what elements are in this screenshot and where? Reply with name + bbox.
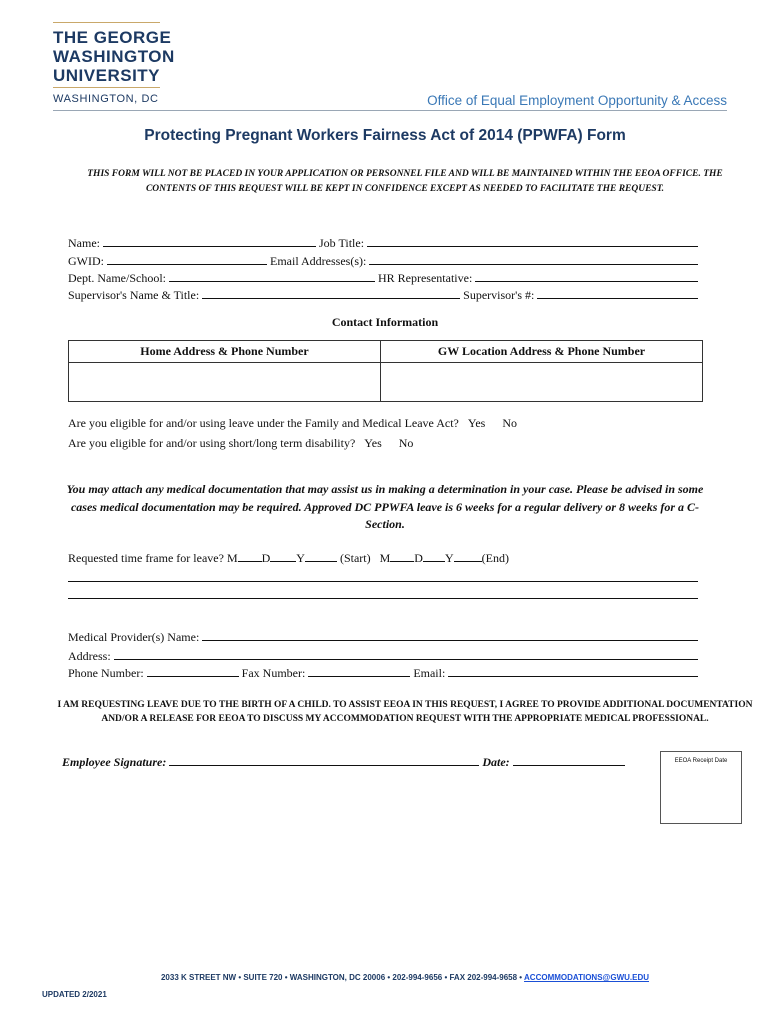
end-day-field[interactable] xyxy=(423,551,445,562)
signature-row xyxy=(62,755,625,770)
fmla-question xyxy=(68,416,517,431)
job-title-label: Job Title: xyxy=(319,236,365,250)
row-provider-address xyxy=(68,648,701,664)
timeframe-notes-line-2[interactable] xyxy=(68,598,698,599)
provider-fax-label: Fax Number: xyxy=(241,666,306,680)
name-label: Name: xyxy=(68,236,100,250)
gwid-field[interactable] xyxy=(107,253,267,265)
row-supervisor xyxy=(68,287,701,303)
receipt-box-label: EEOA Receipt Date xyxy=(674,758,728,764)
footer-address-text: 2033 K STREET NW • SUITE 720 • WASHINGTON, DC 20006 • 202-994-9656 • FAX 202-994-9658 • xyxy=(160,973,523,982)
signature-field[interactable] xyxy=(169,755,479,766)
home-address-header: Home Address & Phone Number xyxy=(69,341,381,363)
timeframe-notes-line-1[interactable] xyxy=(68,581,698,582)
provider-fax-field[interactable] xyxy=(308,665,410,677)
university-logo xyxy=(53,28,173,85)
dept-label: Dept. Name/School: xyxy=(68,271,166,285)
start-year-field[interactable] xyxy=(305,551,337,562)
fmla-no-option[interactable]: No xyxy=(502,416,518,430)
start-label: (Start) xyxy=(339,551,371,565)
disability-no-option[interactable]: No xyxy=(398,436,414,450)
disability-question-text: Are you eligible for and/or using short/long term disability? xyxy=(68,436,356,450)
footer-address xyxy=(0,973,770,982)
end-month-field[interactable] xyxy=(390,551,414,562)
provider-name-field[interactable] xyxy=(202,629,698,641)
provider-name-label: Medical Provider(s) Name: xyxy=(68,630,200,644)
email-field[interactable] xyxy=(369,253,698,265)
accommodations-email-link[interactable]: ACCOMMODATIONS@GWU.EDU xyxy=(524,973,650,982)
header-divider xyxy=(53,110,727,111)
leave-request-statement: I AM REQUESTING LEAVE DUE TO THE BIRTH OF A CHILD. TO ASSIST EEOA IN THIS REQUEST, I AGREE TO PROVIDE ADDITIONAL DOCUMENTATION AND/OR A RELEASE FOR EEOA TO DISCUSS MY ACCOMMODATION REQUEST WITH THE APPROPRIATE MEDICAL PROFESSIONAL. xyxy=(57,700,753,724)
start-year-label: Y xyxy=(296,551,305,565)
timeframe-row xyxy=(68,551,509,566)
supervisor-number-field[interactable] xyxy=(537,287,698,299)
job-title-field[interactable] xyxy=(367,235,698,247)
disability-yes-option[interactable]: Yes xyxy=(364,436,382,450)
end-day-label: D xyxy=(414,551,423,565)
provider-email-label: Email: xyxy=(413,666,446,680)
supervisor-name-label: Supervisor's Name & Title: xyxy=(68,288,200,302)
logo-line-3: UNIVERSITY xyxy=(53,66,161,85)
eeoa-receipt-box xyxy=(660,751,742,824)
logo-location: WASHINGTON, DC xyxy=(53,93,159,105)
row-dept-hr xyxy=(68,270,701,286)
provider-address-label: Address: xyxy=(68,649,111,663)
provider-phone-label: Phone Number: xyxy=(68,666,144,680)
start-month-field[interactable] xyxy=(238,551,262,562)
end-year-field[interactable] xyxy=(454,551,482,562)
confidentiality-notice: THIS FORM WILL NOT BE PLACED IN YOUR APPLICATION OR PERSONNEL FILE AND WILL BE MAINTAINED WITHIN THE EEOA OFFICE. THE CONTENTS OF THIS REQUEST WILL BE KEPT IN CONFIDENCE EXCEPT AS NEEDED TO FACILITATE THE REQUEST. xyxy=(87,169,723,194)
end-year-label: Y xyxy=(444,551,454,565)
medical-documentation-note: You may attach any medical documentation that may assist us in making a determination in your case. Please be advised in some cases medical documentation may be required. Approved DC PPWFA leave is 6 weeks for a regular delivery or 8 weeks for a C-Section. xyxy=(66,482,704,531)
supervisor-number-label: Supervisor's #: xyxy=(463,288,535,302)
office-name: Office of Equal Employment Opportunity & Access xyxy=(427,93,727,108)
logo-line-2: WASHINGTON xyxy=(53,47,175,66)
contact-table xyxy=(68,340,703,402)
contact-heading: Contact Information xyxy=(331,315,439,329)
disability-question xyxy=(68,436,413,451)
row-name-job xyxy=(68,235,701,251)
fmla-question-text: Are you eligible for and/or using leave under the Family and Medical Leave Act? xyxy=(68,416,459,430)
supervisor-name-field[interactable] xyxy=(202,287,460,299)
provider-phone-field[interactable] xyxy=(147,665,239,677)
row-provider-contact xyxy=(68,665,701,681)
date-field[interactable] xyxy=(513,755,625,766)
name-field[interactable] xyxy=(103,235,316,247)
hr-rep-field[interactable] xyxy=(475,270,698,282)
start-day-field[interactable] xyxy=(270,551,296,562)
start-day-label: D xyxy=(261,551,271,565)
fmla-yes-option[interactable]: Yes xyxy=(467,416,486,430)
contact-header-row xyxy=(69,341,703,363)
timeframe-label: Requested time frame for leave? xyxy=(68,551,224,565)
updated-date: UPDATED 2/2021 xyxy=(42,990,107,999)
contact-input-row xyxy=(69,363,703,402)
provider-address-field[interactable] xyxy=(114,648,698,660)
row-provider-name xyxy=(68,629,701,645)
email-label: Email Addresses(s): xyxy=(270,254,367,268)
date-label: Date: xyxy=(482,755,510,769)
gwid-label: GWID: xyxy=(68,254,104,268)
end-month-label: M xyxy=(379,551,391,565)
form-title: Protecting Pregnant Workers Fairness Act of 2014 (PPWFA) Form xyxy=(144,127,626,144)
signature-label: Employee Signature: xyxy=(62,755,167,769)
start-month-label: M xyxy=(226,551,238,565)
row-gwid-email xyxy=(68,253,701,269)
gw-address-field[interactable] xyxy=(381,363,703,402)
home-address-field[interactable] xyxy=(69,363,381,402)
gw-address-header: GW Location Address & Phone Number xyxy=(381,341,703,363)
logo-line-1: THE GEORGE xyxy=(53,28,172,47)
provider-email-field[interactable] xyxy=(448,665,698,677)
hr-rep-label: HR Representative: xyxy=(377,271,473,285)
dept-field[interactable] xyxy=(169,270,375,282)
end-label: (End) xyxy=(481,551,509,565)
logo-top-rule xyxy=(53,22,160,23)
logo-bottom-rule xyxy=(53,87,160,88)
